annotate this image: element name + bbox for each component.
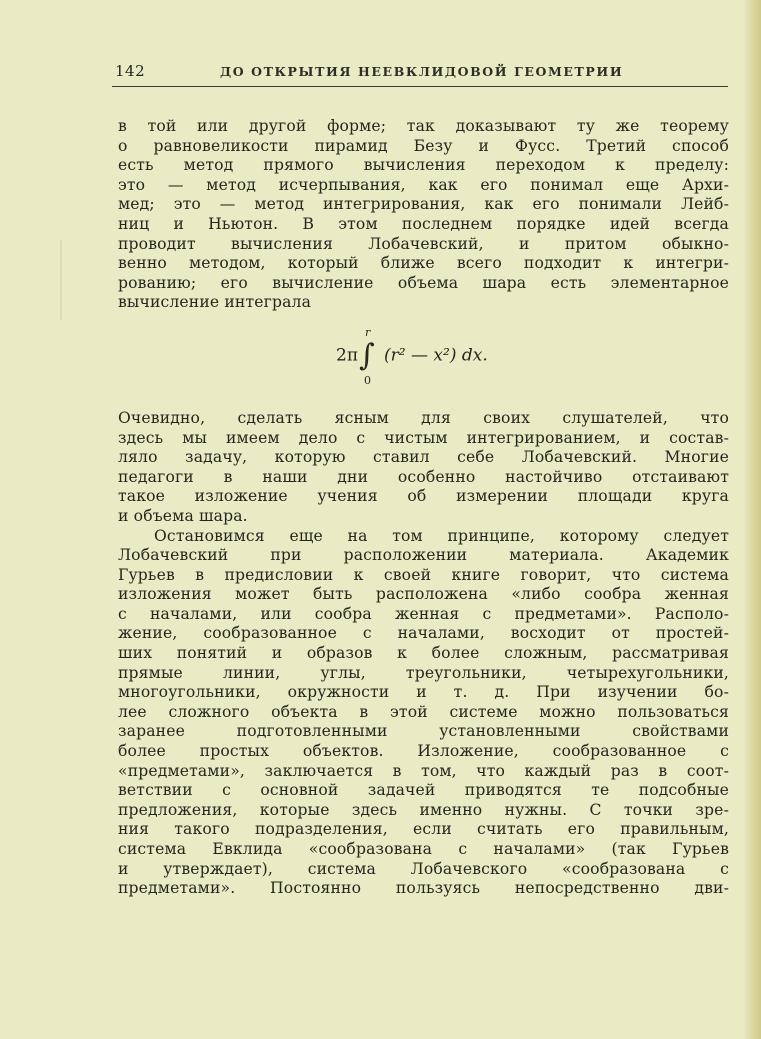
header-rule	[112, 86, 728, 87]
text-line: рованию; его вычисление объема шара есть элементарное	[118, 273, 729, 292]
text-line: такое изложение учения об измерении площади круга	[118, 487, 729, 506]
text-line: Лобачевский при расположении материала. Академик	[118, 546, 729, 565]
formula-differential: dx.	[461, 345, 488, 366]
integral-upper-limit: r	[365, 325, 371, 339]
paragraph-3	[118, 527, 729, 899]
text-line: проводит вычисления Лобачевский, и притом обыкно-	[118, 234, 729, 253]
text-line: предложения, которые здесь именно нужны. С точки зре-	[118, 800, 729, 819]
running-title: ДО ОТКРЫТИЯ НЕЕВКЛИДОВОЙ ГЕОМЕТРИИ	[220, 64, 624, 79]
integral-formula	[118, 313, 729, 409]
text-line: «предметами», заключается в том, что каждый раз в соот-	[118, 761, 729, 780]
text-line: система Евклида «сообразована с началами» (так Гурьев	[118, 840, 729, 858]
text-line: вычисление интеграла	[118, 293, 312, 312]
text-line: и утверждает), система Лобачевского «сообразована с	[118, 859, 729, 878]
text-line: и объема шара.	[118, 506, 248, 525]
text-line: здесь мы имеем дело с чистым интегрированием, и состав-	[118, 428, 729, 447]
text-line: Остановимся еще на том принципе, которому следует	[154, 526, 729, 545]
text-line: заранее подготовленными установленными свойствами	[118, 722, 729, 741]
text-line: ниц и Ньютон. В этом последнем порядке идей всегда	[118, 214, 729, 233]
text-line: лее сложного объекта в этой системе можно пользоваться	[118, 702, 729, 721]
integral-sign-icon: ∫ r 0	[359, 325, 375, 387]
text-line: в той или другой форме; так доказывают ту же теорему	[118, 117, 729, 135]
page-edge-shadow	[743, 0, 761, 1039]
paragraph-2	[118, 409, 729, 527]
text-line: многоугольники, окружности и т. д. При изучении бо-	[118, 683, 729, 702]
text-line: ляло задачу, которую ставил себе Лобачевский. Многие	[118, 448, 729, 467]
text-line: предметами». Постоянно пользуясь непосредственно дви-	[118, 879, 729, 898]
text-line: Очевидно, сделать ясным для своих слушателей, что	[118, 408, 729, 427]
running-header	[115, 62, 727, 84]
page-body	[118, 117, 729, 899]
paragraph-1	[118, 117, 729, 313]
text-line: есть метод прямого вычисления переходом к пределу:	[118, 156, 729, 175]
text-line: венно методом, который ближе всего подходит к интегри-	[118, 254, 729, 273]
text-line: изложения может быть расположена «либо сообра женная	[118, 585, 729, 604]
text-line: это — метод исчерпывания, как его понимал еще Архи-	[118, 175, 729, 194]
text-line: педагоги в наши дни особенно настойчиво отстаивают	[118, 467, 729, 486]
formula-coefficient: 2π	[336, 345, 358, 366]
text-line: ветствии с основной задачей приводятся те подсобные	[118, 781, 729, 800]
text-line: ния такого подразделения, если считать его правильным,	[118, 820, 729, 839]
text-line: жение, сообразованное с началами, восходит от простей-	[118, 624, 729, 643]
text-line: Гурьев в предисловии к своей книге говорит, что система	[118, 565, 729, 584]
formula-integrand: (r² — x²)	[384, 345, 457, 366]
integral-lower-limit: 0	[364, 373, 371, 387]
scan-artifact	[60, 240, 62, 320]
text-line: ших понятий и образов к более сложным, рассматривая	[118, 644, 729, 663]
text-line: с началами, или сообра женная с предметами». Располо-	[118, 604, 729, 623]
text-line: более простых объектов. Изложение, сообразованное с	[118, 742, 729, 761]
text-line: прямые линии, углы, треугольники, четырехугольники,	[118, 663, 729, 682]
text-line: мед; это — метод интегрирования, как его понимали Лейб-	[118, 195, 729, 214]
page-number: 142	[115, 62, 146, 80]
text-line: о равновеликости пирамид Безу и Фусс. Третий способ	[118, 136, 729, 155]
